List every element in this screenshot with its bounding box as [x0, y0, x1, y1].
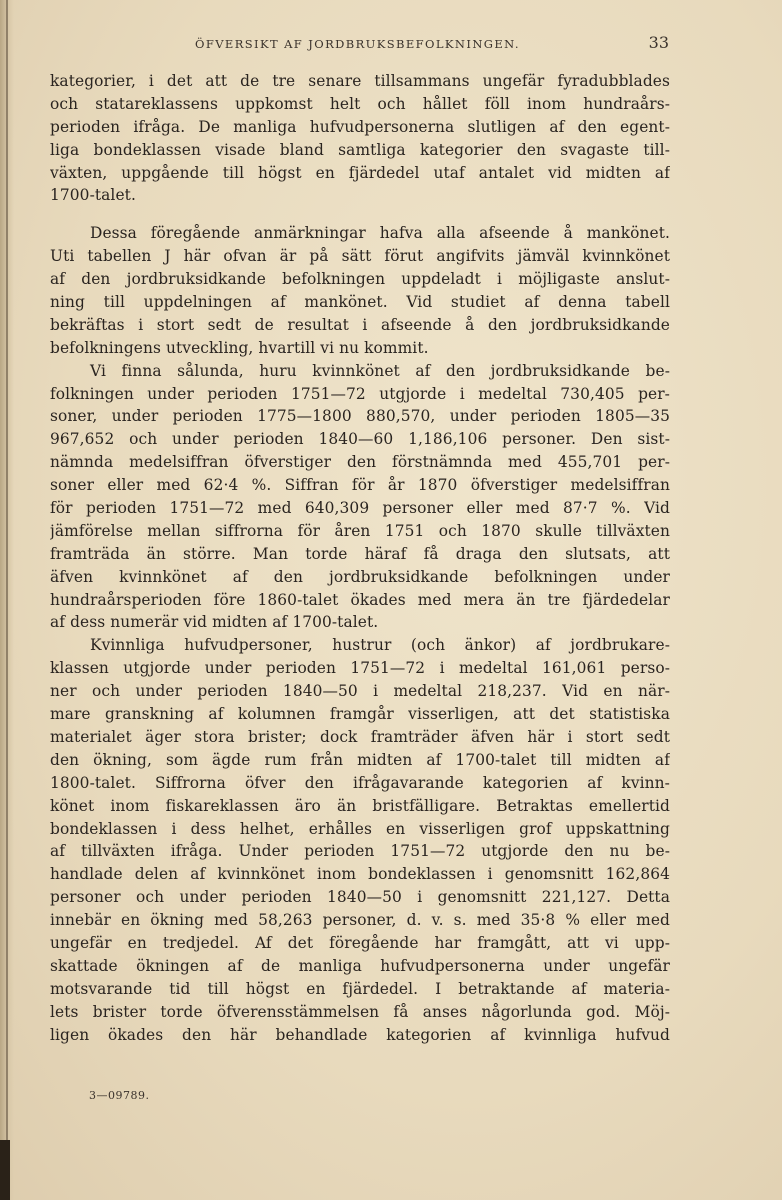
- text-line: af den jordbruksidkande befolkningen uppdeladt i möjligaste anslut-: [50, 270, 670, 289]
- text-line: af tillväxten ifråga. Under perioden 1751—72 utgjorde den nu be-: [50, 842, 670, 861]
- text-line: ner och under perioden 1840—50 i medeltal 218,237. Vid en när-: [50, 682, 670, 701]
- text-line: lets brister torde öfverensstämmelsen få anses någorlunda god. Möj-: [50, 1002, 670, 1021]
- text-line: folkningen under perioden 1751—72 utgjorde i medeltal 730,405 per-: [50, 384, 670, 403]
- text-line: och statareklassens uppkomst helt och hållet föll inom hundraårs-: [50, 94, 670, 113]
- text-line: Vi finna sålunda, huru kvinnkönet af den jordbruksidkande be-: [90, 361, 670, 380]
- text-line: 967,652 och under perioden 1840—60 1,186,106 personer. Den sist-: [50, 430, 670, 449]
- body-text: [50, 70, 670, 1046]
- text-line: äfven kvinnkönet af den jordbruksidkande befolkningen under: [50, 567, 670, 586]
- text-line: liga bondeklassen visade bland samtliga kategorier den svagaste till-: [50, 140, 670, 159]
- text-line: af dess numerär vid midten af 1700-talet.: [50, 613, 379, 632]
- text-line: nämnda medelsiffran öfverstiger den förstnämnda med 455,701 per-: [50, 453, 670, 472]
- text-line: för perioden 1751—72 med 640,309 personer eller med 87·7 %. Vid: [50, 499, 670, 518]
- text-line: hundraårsperioden före 1860-talet ökades med mera än tre fjärdedelar: [50, 590, 670, 609]
- text-line: soner eller med 62·4 %. Siffran för år 1870 öfverstiger medelsiffran: [50, 476, 670, 495]
- signature-mark: 3—09789.: [89, 1089, 150, 1102]
- text-line: ning till uppdelningen af mankönet. Vid studiet af denna tabell: [50, 293, 670, 312]
- text-line: 1800-talet. Siffrorna öfver den ifrågavarande kategorien af kvinn-: [50, 773, 670, 792]
- paragraph: [50, 634, 670, 1046]
- text-line: innebär en ökning med 58,263 personer, d. v. s. med 35·8 % eller med: [50, 911, 670, 930]
- text-line: ligen ökades den här behandlade kategorien af kvinnliga hufvud: [50, 1025, 670, 1044]
- text-line: växten, uppgående till högst en fjärdedel utaf antalet vid midten af: [50, 163, 670, 182]
- text-line: skattade ökningen af de manliga hufvudpersonerna under ungefär: [50, 956, 670, 975]
- text-line: bekräftas i stort sedt de resultat i afseende å den jordbruksidkande: [50, 315, 670, 334]
- text-line: könet inom fiskareklassen äro än bristfälligare. Betraktas emellertid: [50, 796, 670, 815]
- page-corner-shadow: [0, 1140, 10, 1200]
- text-line: bondeklassen i dess helhet, erhålles en visserligen grof uppskattning: [50, 819, 670, 838]
- paragraph: [50, 360, 670, 635]
- text-line: personer och under perioden 1840—50 i genomsnitt 221,127. Detta: [50, 888, 670, 907]
- text-line: mare granskning af kolumnen framgår visserligen, att det statistiska: [50, 705, 670, 724]
- binding-edge: [6, 0, 8, 1200]
- text-line: Kvinnliga hufvudpersoner, hustrur (och änkor) af jordbrukare-: [90, 636, 670, 655]
- paragraph: [50, 70, 670, 207]
- running-title: ÖFVERSIKT AF JORDBRUKSBEFOLKNINGEN.: [195, 37, 520, 51]
- paragraph-gap: [50, 207, 670, 222]
- text-line: motsvarande tid till högst en fjärdedel. I betraktande af materia-: [50, 979, 670, 998]
- text-line: Uti tabellen J här ofvan är på sätt förut angifvits jämväl kvinnkönet: [50, 247, 670, 266]
- text-line: handlade delen af kvinnkönet inom bondeklassen i genomsnitt 162,864: [50, 865, 670, 884]
- text-line: kategorier, i det att de tre senare tillsammans ungefär fyradubblades: [50, 72, 670, 90]
- text-line: den ökning, som ägde rum från midten af 1700-talet till midten af: [50, 750, 670, 769]
- text-line: klassen utgjorde under perioden 1751—72 i medeltal 161,061 perso-: [50, 659, 670, 678]
- text-line: perioden ifråga. De manliga hufvudpersonerna slutligen af den egent-: [50, 117, 670, 136]
- page-number: 33: [648, 33, 669, 52]
- text-line: Dessa föregående anmärkningar hafva alla afseende å mankönet.: [90, 224, 670, 243]
- paragraph: [50, 222, 670, 359]
- text-line: befolkningens utveckling, hvartill vi nu kommit.: [50, 338, 429, 357]
- text-line: jämförelse mellan siffrorna för åren 1751 och 1870 skulle tillväxten: [50, 521, 670, 540]
- text-line: 1700-talet.: [50, 186, 136, 205]
- text-line: ungefär en tredjedel. Af det föregående har framgått, att vi upp-: [50, 933, 670, 952]
- text-line: soner, under perioden 1775—1800 880,570, under perioden 1805—35: [50, 407, 670, 426]
- text-line: framträda än större. Man torde häraf få draga den slutsats, att: [50, 544, 670, 563]
- text-line: materialet äger stora brister; dock framträder äfven här i stort sedt: [50, 727, 670, 746]
